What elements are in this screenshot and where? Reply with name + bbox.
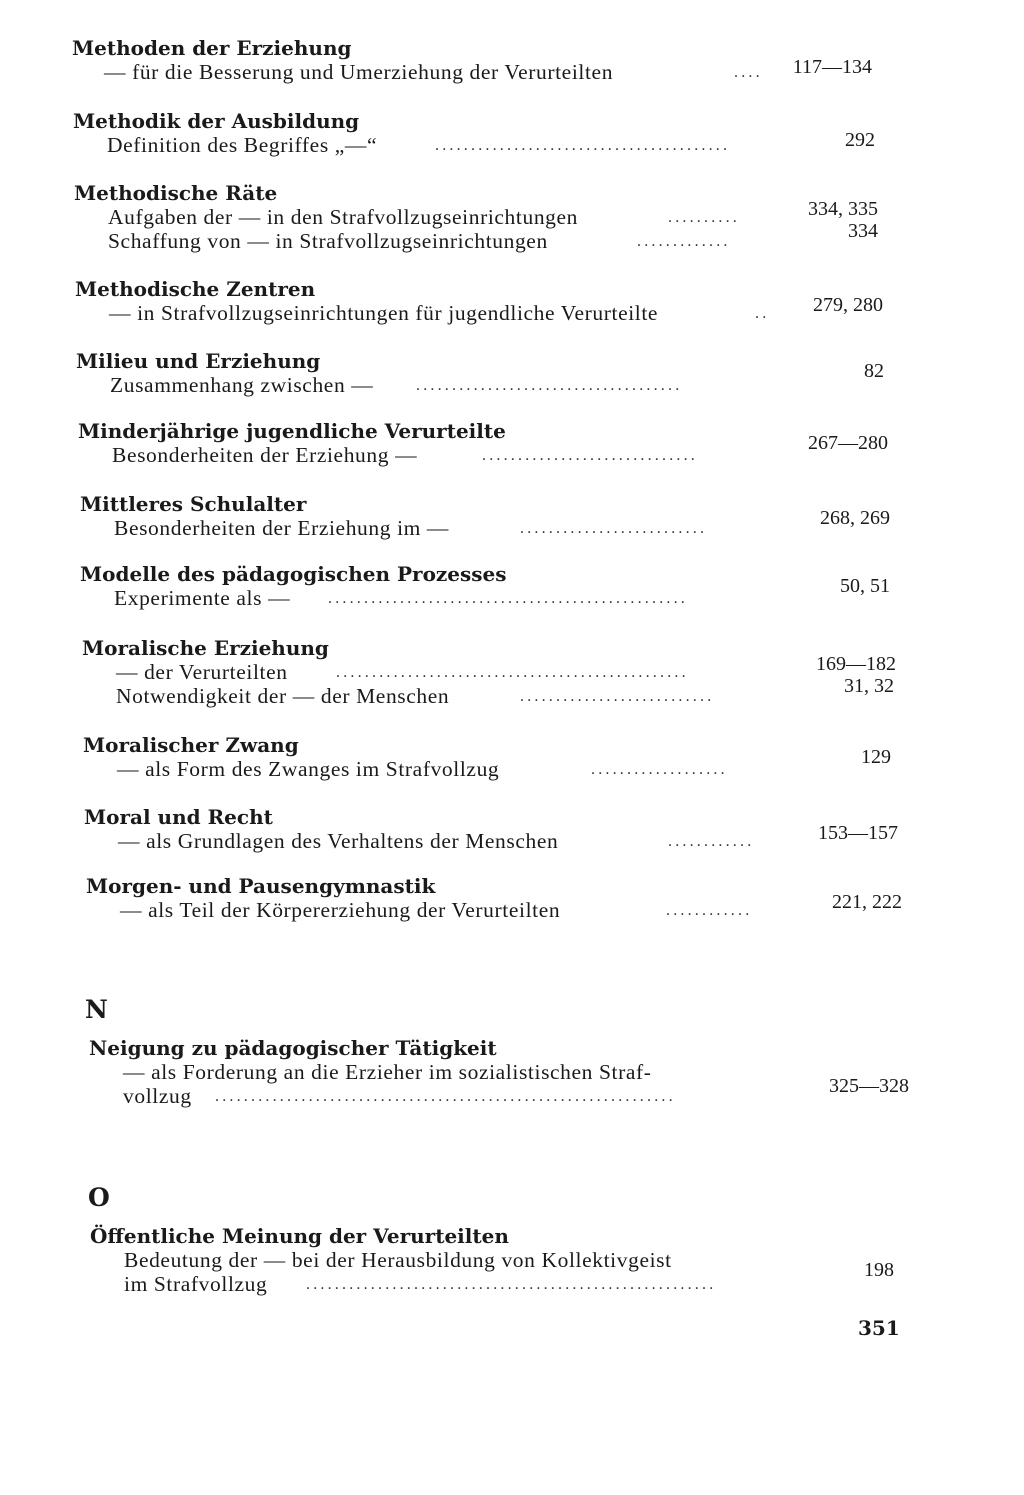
leader-dots: ................................................................ — [215, 1088, 676, 1105]
subline-text: Schaffung von — in Strafvollzugseinrichtungen — [108, 229, 548, 253]
page-reference: 129 — [861, 746, 891, 768]
entry-heading: Minderjährige jugendliche Verurteilte — [78, 419, 506, 443]
entry-subline — [74, 220, 894, 253]
subline-text: vollzug — [123, 1084, 192, 1108]
entry-subline — [86, 891, 906, 922]
leader-dots: ......................................................... — [306, 1276, 717, 1293]
subline-text: — in Strafvollzugseinrichtungen für jugendliche Verurteilte — [109, 301, 659, 325]
leader-dots: .......... — [668, 209, 740, 226]
page-reference: 325—328 — [829, 1075, 909, 1097]
entry-subline — [74, 198, 894, 229]
entry-subline — [78, 432, 898, 467]
page-reference: 31, 32 — [844, 675, 894, 697]
page-reference: 334 — [848, 220, 878, 242]
entry-subline — [82, 675, 902, 708]
index-entry — [78, 419, 898, 467]
entry-subline — [83, 746, 903, 781]
leader-dots: ............ — [668, 833, 755, 850]
leader-dots: ............ — [666, 902, 753, 919]
index-entry — [89, 1036, 909, 1108]
leader-dots: ................................................. — [336, 664, 689, 681]
leader-dots: ..................................... — [416, 377, 683, 394]
leader-dots: .... — [734, 64, 763, 81]
entry-subline — [75, 294, 895, 325]
entry-subline — [90, 1248, 910, 1272]
entry-heading: Methodische Räte — [74, 181, 278, 205]
index-entry — [76, 349, 896, 397]
page-number: 351 — [858, 1316, 900, 1340]
subline-text: Besonderheiten der Erziehung — — [112, 443, 418, 467]
page-reference: 153—157 — [818, 822, 898, 844]
entry-heading: Moral und Recht — [84, 805, 273, 829]
entry-heading: Moralische Erziehung — [82, 636, 329, 660]
entry-subline — [84, 822, 904, 853]
subline-text: Besonderheiten der Erziehung im — — [114, 516, 450, 540]
leader-dots: ......................................... — [435, 137, 731, 154]
index-entry — [83, 733, 903, 781]
page-reference: 267—280 — [808, 432, 888, 454]
subline-text: Experimente als — — [114, 586, 291, 610]
index-entry — [75, 277, 895, 325]
leader-dots: ............. — [637, 233, 731, 250]
entry-subline — [89, 1060, 909, 1084]
subline-text: Bedeutung der — bei der Herausbildung von Kollektivgeist — [124, 1248, 672, 1272]
section-letter: O — [88, 1183, 110, 1212]
leader-dots: .. — [755, 305, 770, 322]
subline-text: — als Grundlagen des Verhaltens der Menschen — [118, 829, 559, 853]
page-reference: 334, 335 — [808, 198, 878, 220]
entry-heading: Milieu und Erziehung — [76, 349, 321, 373]
entry-heading: Öffentliche Meinung der Verurteilten — [90, 1224, 509, 1248]
subline-text: Zusammenhang zwischen — — [110, 373, 374, 397]
index-entry — [72, 36, 892, 84]
subline-text: — als Teil der Körpererziehung der Verurteilten — [120, 898, 561, 922]
entry-heading: Neigung zu pädagogischer Tätigkeit — [89, 1036, 497, 1060]
page-reference: 279, 280 — [813, 294, 883, 316]
subline-text: Definition des Begriffes „—“ — [107, 133, 378, 157]
subline-text: — der Verurteilten — [116, 660, 288, 684]
index-entry — [74, 181, 894, 253]
page-reference: 82 — [864, 360, 884, 382]
page-reference: 292 — [845, 129, 875, 151]
subline-text: Notwendigkeit der — der Menschen — [116, 684, 450, 708]
entry-subline — [80, 575, 900, 610]
index-entry — [90, 1224, 910, 1296]
index-entry — [80, 562, 900, 610]
entry-heading: Methoden der Erziehung — [72, 36, 352, 60]
index-entry — [73, 109, 893, 157]
page-reference: 169—182 — [816, 653, 896, 675]
entry-heading: Morgen- und Pausengymnastik — [86, 874, 436, 898]
index-entry — [82, 636, 902, 708]
leader-dots: .............................. — [482, 447, 698, 464]
subline-text: Aufgaben der — in den Strafvollzugseinrichtungen — [108, 205, 579, 229]
entry-subline — [73, 129, 893, 157]
entry-subline — [89, 1075, 909, 1108]
entry-subline — [82, 653, 902, 684]
entry-heading: Modelle des pädagogischen Prozesses — [80, 562, 507, 586]
subline-text: im Strafvollzug — [124, 1272, 268, 1296]
leader-dots: .................................................. — [328, 590, 688, 607]
entry-heading: Moralischer Zwang — [83, 733, 299, 757]
entry-subline — [72, 56, 892, 84]
page-reference: 198 — [864, 1259, 894, 1281]
entry-heading: Methodik der Ausbildung — [73, 109, 360, 133]
subline-text: — als Forderung an die Erzieher im sozialistischen Straf- — [123, 1060, 652, 1084]
leader-dots: ........................... — [520, 688, 715, 705]
page-reference: 221, 222 — [832, 891, 902, 913]
page-reference: 50, 51 — [840, 575, 890, 597]
subline-text: — als Form des Zwanges im Strafvollzug — [117, 757, 500, 781]
subline-text: — für die Besserung und Umerziehung der Verurteilten — [104, 60, 614, 84]
entry-heading: Methodische Zentren — [75, 277, 316, 301]
index-entry — [80, 492, 900, 540]
section-letter: N — [85, 995, 108, 1024]
page-reference: 268, 269 — [820, 507, 890, 529]
page-reference: 117—134 — [792, 56, 872, 78]
leader-dots: .......................... — [520, 520, 708, 537]
entry-heading: Mittleres Schulalter — [80, 492, 307, 516]
entry-subline — [80, 507, 900, 540]
leader-dots: ................... — [591, 761, 728, 778]
index-entry — [86, 874, 906, 922]
index-entry — [84, 805, 904, 853]
